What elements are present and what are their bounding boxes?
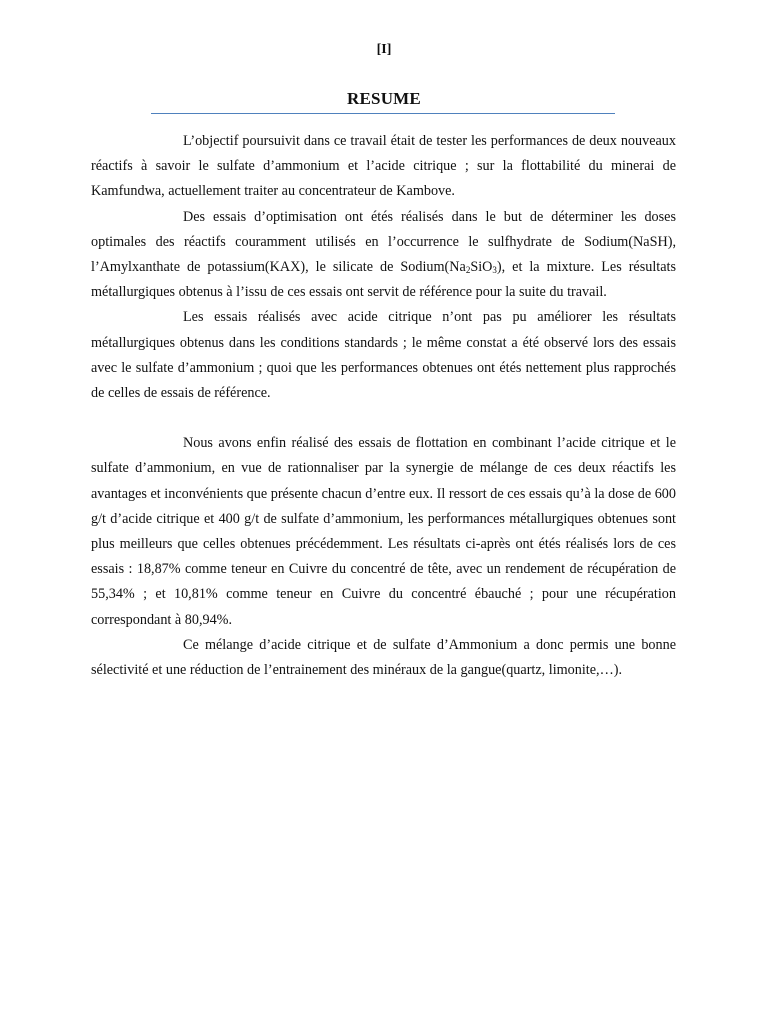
paragraph-citric-acid-results: Les essais réalisés avec acide citrique n’ont pas pu améliorer les résultats métallurgiques obtenus dans les conditions standards ; le même constat a été observé lors des essais avec le sulfate d’ammonium ; quoi que les performances obtenues ont étés nettement plus rapprochés de celles de essais de référence.	[91, 309, 676, 402]
paragraph-optimization-part2: SiO	[470, 259, 493, 276]
title-underline-rule	[151, 113, 615, 114]
page-number: [I]	[376, 42, 392, 57]
abstract-body	[91, 129, 676, 683]
page-title: RESUME	[347, 89, 421, 108]
paragraph-conclusion: Ce mélange d’acide citrique et de sulfate d’Ammonium a donc permis une bonne sélectivité et une réduction de l’entrainement des minéraux de la gangue(quartz, limonite,…).	[91, 636, 676, 679]
paragraph-optimization-part1: Des essais d’optimisation ont étés réalisés dans le but de déterminer les doses optimales des réactifs couramment utilisés en l’occurrence le sulfhydrate de Sodium(NaSH), l’Amylxanthate de potassium(KAX), le silicate de Sodium(Na	[91, 208, 676, 276]
subscript-2: 2	[465, 265, 471, 276]
subscript-3: 3	[492, 265, 497, 276]
paragraph-optimization	[91, 205, 676, 306]
paragraph-combined-tests: Nous avons enfin réalisé des essais de flottation en combinant l’acide citrique et le sulfate d’ammonium, en vue de rationnaliser par la synergie de mélange de ces deux réactifs les avantages et inconvénients que présente chacun d’entre eux. Il ressort de ces essais qu’à la dose de 600 g/t d’acide citrique et 400 g/t de sulfate d’ammonium, les performances métallurgiques obtenues sont plus meilleurs que celles obtenues précédemment. Les résultats ci-après ont étés réalisés lors de ces essais : 18,87% comme teneur en Cuivre du concentré de tête, avec un rendement de récupération de 55,34% ; et 10,81% comme teneur en Cuivre du concentré ébauché ; pour une récupération correspondant à 80,94%.	[91, 435, 676, 628]
paragraph-objective: L’objectif poursuivit dans ce travail était de tester les performances de deux nouveaux réactifs à savoir le sulfate d’ammonium et l’acide citrique ; sur la flottabilité du minerai de Kamfundwa, actuellement traiter au concentrateur de Kambove.	[91, 133, 676, 200]
paragraph-optimization-part3: ), et la mixture. Les résultats métallurgiques obtenus à l’issu de ces essais ont servit de référence pour la suite du travail.	[91, 259, 676, 301]
